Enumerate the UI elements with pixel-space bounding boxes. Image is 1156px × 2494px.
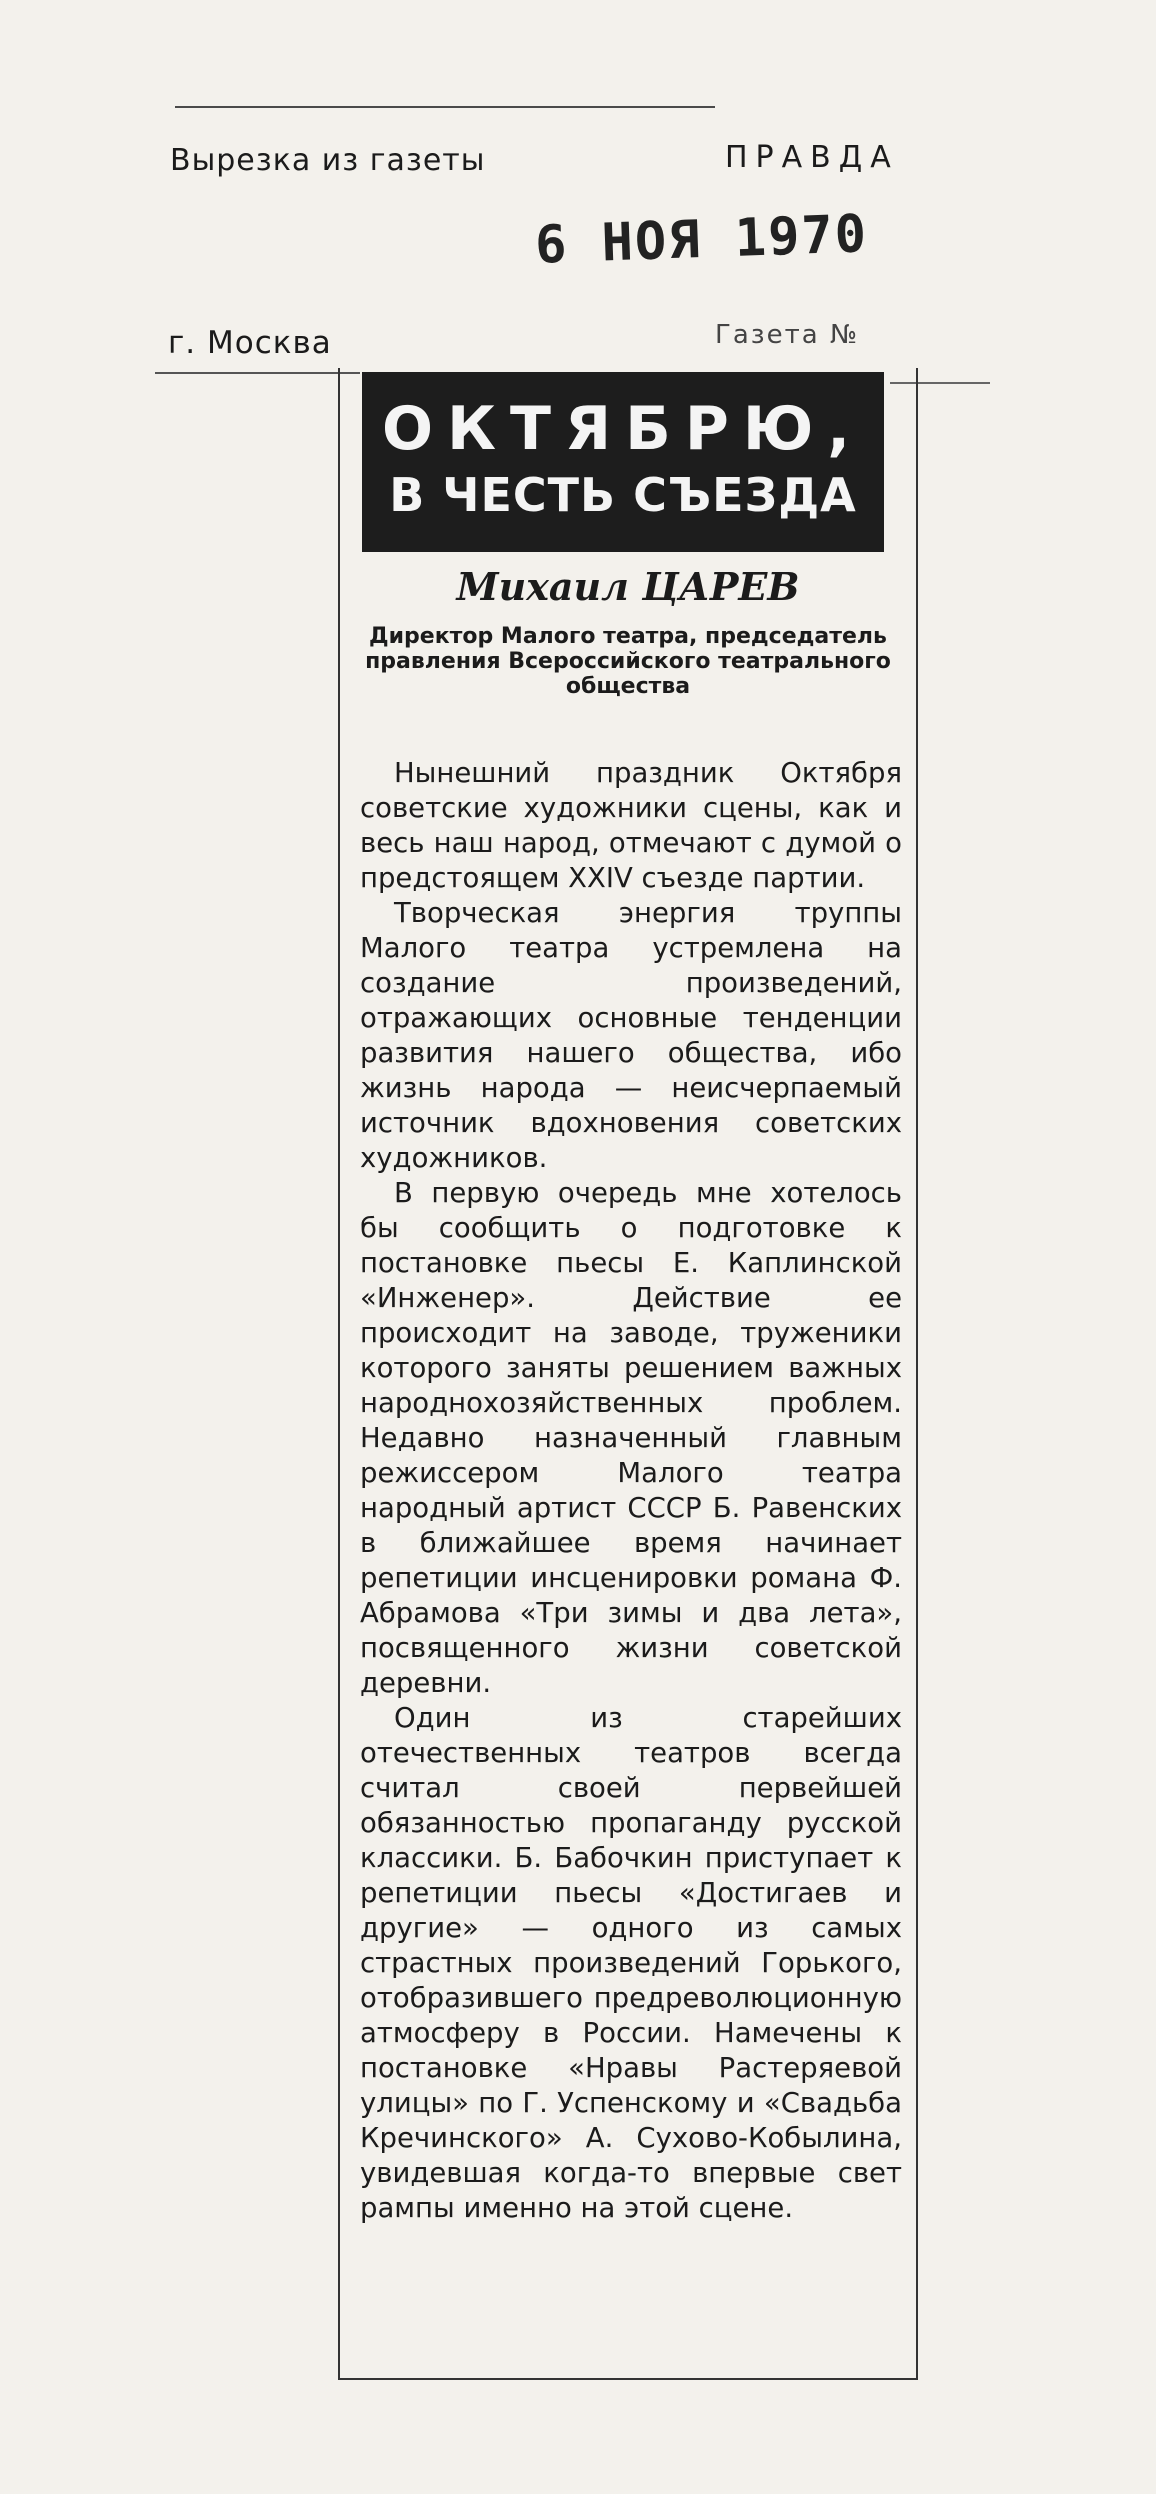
article-paragraph: Один из старейших отечественных театров всегда считал своей первейшей обязанностью пропаганду русской классики. Б. Бабочкин приступает к репетиции пьесы «Достигаев и другие» — одного из самых страстных произведений Горького, отобразившего предреволюционную атмосферу в России. Намечены к постановке «Нравы Растеряевой улицы» по Г. Успенскому и «Свадьба Кречинского» А. Сухово-Кобылина, увидевшая когда-то впервые свет рампы именно на этой сцене.: [360, 1702, 902, 2224]
top-rule: [175, 106, 715, 108]
author-name: Михаил ЦАРЕВ: [456, 564, 800, 609]
headline-line-1: ОКТЯБРЮ,: [381, 394, 865, 464]
newspaper-name: ПРАВДА: [725, 140, 899, 175]
article-paragraph: Творческая энергия труппы Малого театра устремлена на создание произведений, отражающих основные тенденции развития нашего общества, ибо жизнь народа — неисчерпаемый источник вдохновения советских художников.: [360, 897, 902, 1174]
date-stamp: 6 НОЯ 1970: [534, 204, 870, 276]
headline-block: [362, 372, 884, 552]
headline-line-2: В ЧЕСТЬ СЪЕЗДА: [389, 468, 857, 522]
author-title: Директор Малого театра, председатель правления Всероссийского театрального общества: [365, 624, 891, 699]
source-label: Вырезка из газеты: [170, 143, 486, 178]
city-rule: [155, 372, 360, 374]
gazeta-number-label: Газета №: [715, 320, 859, 350]
article-paragraph: Нынешний праздник Октября советские художники сцены, как и весь наш народ, отмечают с думой о предстоящем XXIV съезде партии.: [360, 757, 902, 894]
article-body: [360, 756, 902, 2226]
newspaper-clipping: [338, 368, 918, 2380]
city-label: г. Москва: [168, 325, 332, 361]
article-paragraph: В первую очередь мне хотелось бы сообщить о подготовке к постановке пьесы Е. Каплинской «Инженер». Действие ее происходит на заводе, труженики которого заняты решением важных народнохозяйственных проблем. Недавно назначенный главным режиссером Малого театра народный артист СССР Б. Равенских в ближайшее время начинает репетиции инсценировки романа Ф. Абрамова «Три зимы и два лета», посвященного жизни советской деревни.: [360, 1177, 902, 1699]
